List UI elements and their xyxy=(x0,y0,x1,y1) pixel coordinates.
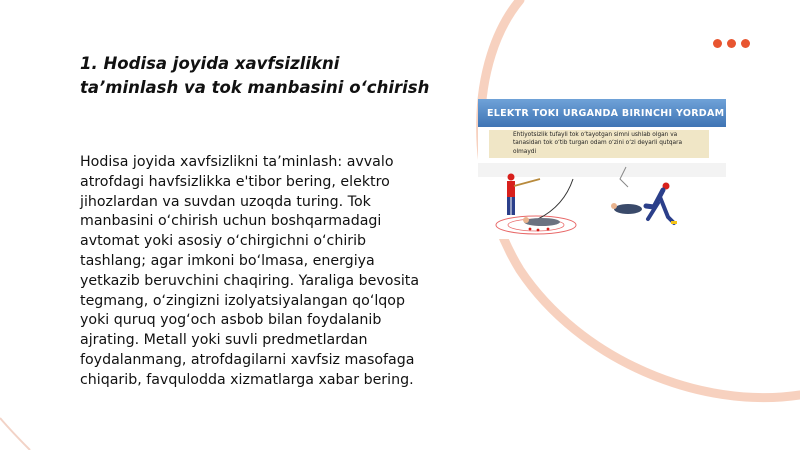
dot-icon xyxy=(741,39,750,48)
dot-icon xyxy=(713,39,722,48)
illustration-header: ELEKTR TOKI URGANDA BIRINCHI YORDAM xyxy=(478,99,726,127)
first-aid-illustration xyxy=(478,99,726,239)
rescue-scene-image xyxy=(478,159,726,239)
dot-icon xyxy=(727,39,736,48)
illustration-note: Ehtiyotsizlik tufayli tok o‘tayotgan simni ushlab olgan va tanasidan tok o‘tib turgan odam o‘zini o‘zi deyarli qutqara olmaydi xyxy=(489,130,709,158)
slide-body-text: Hodisa joyida xavfsizlikni ta’minlash: avvalo atrofdagi havfsizlikka e'tibor bering, elektro jihozlardan va suvdan uzoqda turing. Tok manbasini o‘chirish uchun boshqarmadagi avtomat yoki asosiy o‘chirgichni o‘chirib tashlang; agar imkoni bo‘lmasa, energiya yetkazib beruvchini chaqiring. Yaraliga bevosita tegmang, o‘zingizni izolyatsiyalangan qo‘lqop yoki quruq yog‘och asbob bilan foydalanib ajrating. Metall yoki suvli predmetlardan foydalanmang, atrofdagilarni xavfsiz masofaga chiqarib, favqulodda xizmatlarga xabar bering. xyxy=(80,154,420,388)
slide-title: 1. Hodisa joyida xavfsizlikni ta’minlash va tok manbasini o‘chirish xyxy=(80,54,430,97)
decorative-dots xyxy=(713,39,750,48)
